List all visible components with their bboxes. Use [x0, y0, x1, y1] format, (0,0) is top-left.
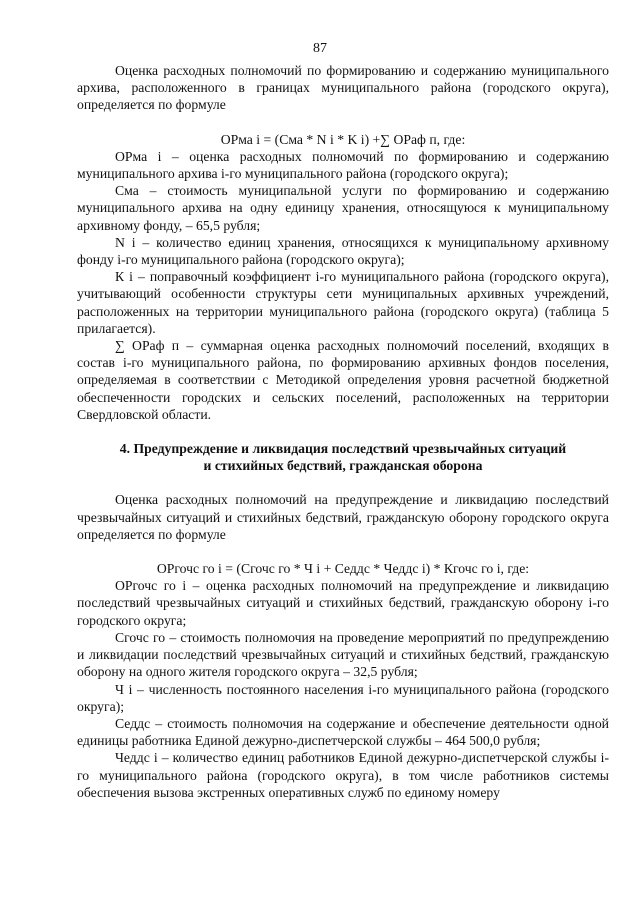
- emergency-formula: ОРгочс го i = (Сгочс го * Ч i + Седдс * Чеддс i) * Кгочс го i, где:: [156, 561, 530, 577]
- archive-definition: ∑ ОРаф п – суммарная оценка расходных полномочий поселений, входящих в состав i-го муниципального района, по формированию архивных фондов поселения, определяемая в соответствии с Методикой определения уровня расчетной бюджетной обеспеченности городских и сельских поселений, расположенных на территории Свердловской области.: [77, 338, 609, 422]
- emergency-definition: ОРгочс го i – оценка расходных полномочий на предупреждение и ликвидацию последствий чрезвычайных ситуаций и стихийных бедствий, гражданскую оборону i-го городского округа;: [77, 578, 609, 628]
- emergency-definition: Чеддс i – количество единиц работников Единой дежурно-диспетчерской службы i-го муниципального района (городского округа), в том числе работников системы обеспечения вызова экстренных оперативных служб по единому номеру: [77, 750, 609, 800]
- archive-formula: ОРма i = (Сма * N i * K i) +∑ ОРаф п, где:: [220, 131, 466, 147]
- emergency-intro-paragraph: Оценка расходных полномочий на предупреждение и ликвидацию последствий чрезвычайных ситуаций и стихийных бедствий, гражданскую оборону городского округа определяется по формуле: [77, 492, 609, 542]
- section-heading: [77, 440, 609, 474]
- page-number: 87: [313, 41, 327, 56]
- archive-definition: N i – количество единиц хранения, относящихся к муниципальному архивному фонду i-го муниципального района (городского округа);: [77, 234, 609, 268]
- section-heading-line: и стихийных бедствий, гражданская оборона: [203, 458, 483, 474]
- emergency-definition: Сгочс го – стоимость полномочия на проведение мероприятий по предупреждению и ликвидации последствий чрезвычайных ситуаций и стихийных бедствий, гражданскую оборону на одного жителя городского округа – 32,5 рубля;: [77, 629, 609, 680]
- archive-intro-paragraph: Оценка расходных полномочий по формированию и содержанию муниципального архива, расположенного в границах муниципального района (городского округа), определяется по формуле: [77, 63, 609, 113]
- emergency-definition: Седдс – стоимость полномочия на содержание и обеспечение деятельности одной единицы работника Единой дежурно-диспетчерской службы – 464 500,0 рубля;: [77, 715, 609, 749]
- section-heading-line: 4. Предупреждение и ликвидация последствий чрезвычайных ситуаций: [119, 441, 567, 457]
- archive-definition: К i – поправочный коэффициент i-го муниципального района (городского округа), учитывающий особенности структуры сети муниципальных архивных учреждений, расположенных на территории муниципального района (городского округа) (таблица 5 прилагается).: [77, 269, 609, 336]
- emergency-definition: Ч i – численность постоянного населения i-го муниципального района (городского округа);: [77, 681, 609, 714]
- archive-definition: Сма – стоимость муниципальной услуги по формированию и содержанию муниципального архива на одну единицу хранения, относящуюся к муниципальному архивному фонду, – 65,5 рубля;: [77, 183, 609, 233]
- document-body: [77, 62, 609, 801]
- archive-definition: ОРма i – оценка расходных полномочий по формированию и содержанию муниципального архива i-го муниципального района (городского округа);: [77, 148, 609, 182]
